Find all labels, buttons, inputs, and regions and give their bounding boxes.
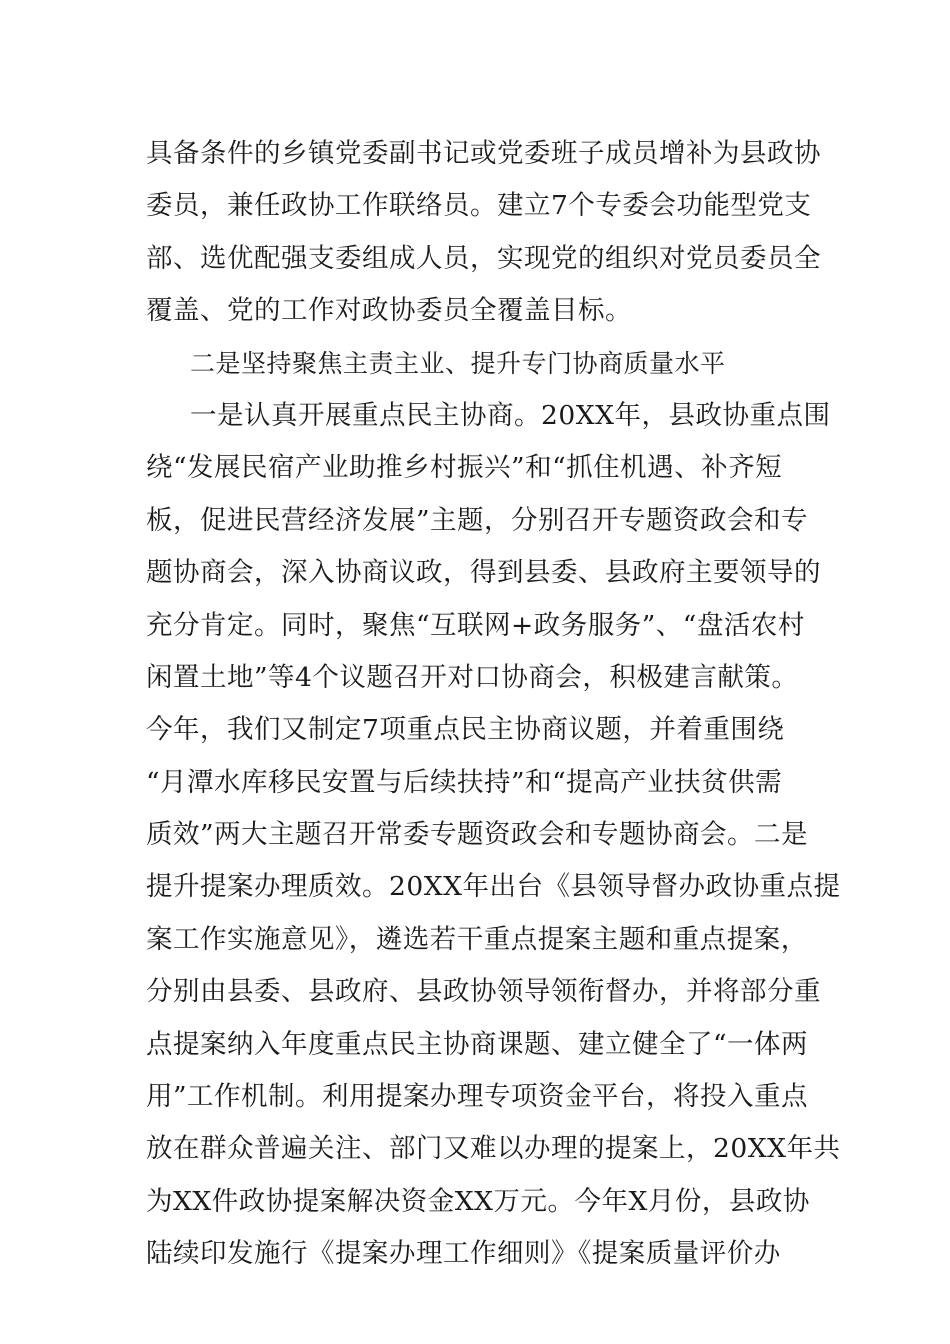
section-heading: 二是坚持聚焦主责主业、提升专门协商质量水平 — [190, 348, 726, 378]
text-line: 质效”两大主题召开常委专题资政会和专题协商会。二是 — [146, 819, 809, 851]
text-line: 为XX件政协提案解决资金XX万元。今年X月份，县政协 — [146, 1185, 810, 1217]
document-body — [146, 128, 841, 1281]
text-line: 题协商会，深入协商议政，得到县委、县政府主要领导的 — [146, 557, 821, 589]
text-line: 案工作实施意见》，遴选若干重点提案主题和重点提案， — [146, 923, 808, 955]
text-line: 用”工作机制。利用提案办理专项资金平台，将投入重点 — [146, 1081, 809, 1113]
text-line: 今年，我们又制定7项重点民主协商议题，并着重围绕 — [146, 714, 785, 746]
text-line: 委员，兼任政协工作联络员。建立7个专委会功能型党支 — [146, 190, 812, 222]
text-line: 提升提案办理质效。20XX年出台《县领导督办政协重点提 — [146, 871, 841, 903]
paragraph-first-line: 一是认真开展重点民主协商。20XX年，县政协重点围 — [190, 399, 831, 431]
text-line: 具备条件的乡镇党委副书记或党委班子成员增补为县政协 — [146, 138, 821, 169]
text-line: 部、选优配强支委组成人员，实现党的组织对党员委员全 — [146, 242, 821, 274]
text-line: 充分肯定。同时，聚焦“互联网+政务服务”、“盘活农村 — [146, 609, 805, 641]
text-line: 分别由县委、县政府、县政协领导领衔督办，并将部分重 — [146, 976, 821, 1008]
text-line: 陆续印发施行《提案办理工作细则》《提案质量评价办 — [146, 1238, 781, 1270]
text-line: 放在群众普遍关注、部门又难以办理的提案上，20XX年共 — [146, 1133, 841, 1165]
text-line: 绕“发展民宿产业助推乡村振兴”和“抓住机遇、补齐短 — [146, 452, 783, 484]
text-line: 板，促进民营经济发展”主题，分别召开专题资政会和专 — [146, 504, 809, 536]
text-line: 闲置土地”等4个议题召开对口协商会，积极建言献策。 — [146, 661, 799, 693]
text-line: 覆盖、党的工作对政协委员全覆盖目标。 — [146, 295, 632, 327]
text-line: 点提案纳入年度重点民主协商课题、建立健全了“一体两 — [146, 1028, 809, 1060]
text-line: “月潭水库移民安置与后续扶持”和“提高产业扶贫供需 — [146, 766, 783, 798]
